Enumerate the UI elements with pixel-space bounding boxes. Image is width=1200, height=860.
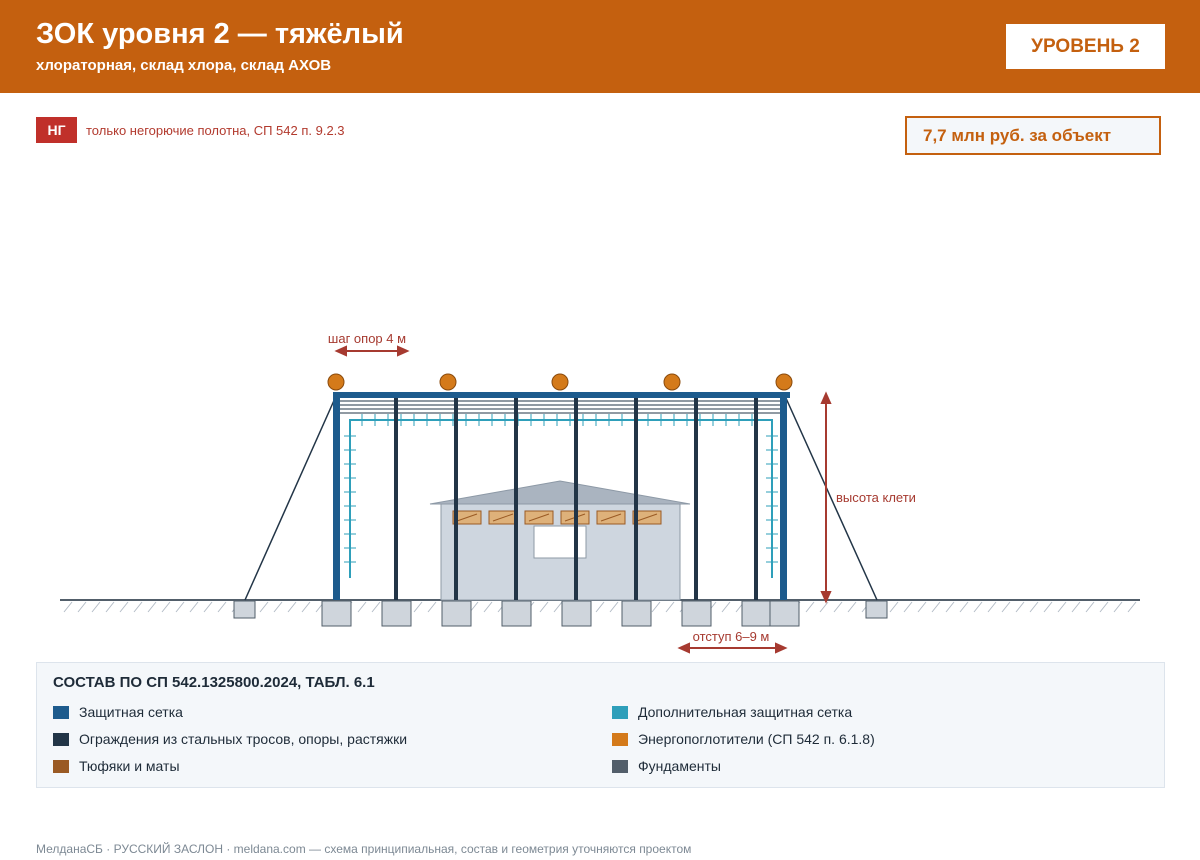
legend-item xyxy=(53,704,183,720)
pitch-label: шаг опор 4 м xyxy=(327,331,407,346)
footer-note: МелданаСБ · РУССКИЙ ЗАСЛОН · meldana.com — схема принципиальная, состав и геометрия уточняются проектом xyxy=(36,842,692,856)
hatch-mark xyxy=(1044,602,1052,612)
hatch-mark xyxy=(1114,602,1122,612)
hatch-mark xyxy=(1072,602,1080,612)
hatch-mark xyxy=(218,602,226,612)
legend-item xyxy=(53,731,407,747)
hatch-mark xyxy=(260,602,268,612)
hatch-mark xyxy=(540,602,548,612)
hatch-mark xyxy=(596,602,604,612)
hatch-mark xyxy=(204,602,212,612)
legend-label: Тюфяки и маты xyxy=(79,758,180,774)
foundation-block xyxy=(442,601,471,626)
hatch-mark xyxy=(1100,602,1108,612)
hatch-mark xyxy=(134,602,142,612)
hatch-mark xyxy=(92,602,100,612)
support-post xyxy=(394,392,398,600)
legend-label: Защитная сетка xyxy=(79,704,183,720)
hatch-mark xyxy=(176,602,184,612)
hatch-mark xyxy=(918,602,926,612)
support-post xyxy=(454,392,458,600)
composition-legend xyxy=(36,662,1165,788)
building-window xyxy=(534,526,586,558)
foundation-block xyxy=(322,601,351,626)
hatch-mark xyxy=(1086,602,1094,612)
offset-dimension xyxy=(683,629,782,648)
support-post xyxy=(574,392,578,600)
foundation-block xyxy=(682,601,711,626)
legend-label: Ограждения из стальных тросов, опоры, растяжки xyxy=(79,731,408,747)
legend-swatch xyxy=(53,706,69,719)
steel-ropes xyxy=(336,401,785,413)
legend-label: Энергопоглотители (СП 542 п. 6.1.8) xyxy=(638,731,875,747)
level-badge: УРОВЕНЬ 2 xyxy=(1006,24,1165,69)
page-title: ЗОК уровня 2 — тяжёлый xyxy=(36,18,404,50)
building-roof xyxy=(430,481,690,504)
legend-item xyxy=(53,758,180,774)
energy-absorber xyxy=(664,374,680,390)
hatch-mark xyxy=(652,602,660,612)
hatch-mark xyxy=(722,602,730,612)
hatch-mark xyxy=(414,602,422,612)
hatch-mark xyxy=(848,602,856,612)
legend-title: СОСТАВ ПО СП 542.1325800.2024, ТАБЛ. 6.1 xyxy=(53,674,375,691)
legend-label: Фундаменты xyxy=(638,758,721,774)
hatch-mark xyxy=(1058,602,1066,612)
hatch-mark xyxy=(904,602,912,612)
hatch-mark xyxy=(274,602,282,612)
hatch-mark xyxy=(64,602,72,612)
ng-badge: НГ xyxy=(36,117,77,143)
hatch-mark xyxy=(666,602,674,612)
legend-swatch xyxy=(53,733,69,746)
foundation-block xyxy=(562,601,591,626)
energy-absorber xyxy=(440,374,456,390)
foundation-block xyxy=(770,601,799,626)
foundations xyxy=(234,601,887,626)
hatch-mark xyxy=(288,602,296,612)
energy-absorber xyxy=(328,374,344,390)
hatch-mark xyxy=(806,602,814,612)
legend-swatch xyxy=(53,760,69,773)
hatch-mark xyxy=(946,602,954,612)
hatch-mark xyxy=(1016,602,1024,612)
legend-item xyxy=(612,731,875,747)
hatch-mark xyxy=(834,602,842,612)
hatch-mark xyxy=(428,602,436,612)
price-box: 7,7 млн руб. за объект xyxy=(905,116,1161,155)
page-subtitle: хлораторная, склад хлора, склад АХОВ xyxy=(36,57,332,74)
support-post xyxy=(634,392,638,600)
hatch-mark xyxy=(1030,602,1038,612)
protected-building xyxy=(430,481,690,600)
height-label: высота клети xyxy=(836,490,916,505)
hatch-mark xyxy=(358,602,366,612)
anchor-foundation xyxy=(866,601,887,618)
hatch-mark xyxy=(890,602,898,612)
hatch-mark xyxy=(988,602,996,612)
foundation-block xyxy=(742,601,771,626)
hatch-mark xyxy=(554,602,562,612)
guy-rope-left xyxy=(245,396,336,600)
hatch-mark xyxy=(106,602,114,612)
support-post xyxy=(694,392,698,600)
hatch-mark xyxy=(1002,602,1010,612)
hatch-mark xyxy=(162,602,170,612)
foundation-block xyxy=(382,601,411,626)
hatch-mark xyxy=(974,602,982,612)
height-dimension xyxy=(826,397,916,598)
hatch-mark xyxy=(820,602,828,612)
energy-absorbers xyxy=(328,374,792,390)
legend-swatch xyxy=(612,760,628,773)
support-post xyxy=(514,392,518,600)
foundation-block xyxy=(622,601,651,626)
legend-item xyxy=(612,704,852,720)
support-post xyxy=(754,392,758,600)
hatch-mark xyxy=(190,602,198,612)
legend-swatch xyxy=(612,706,628,719)
legend-label: Дополнительная защитная сетка xyxy=(638,704,853,720)
hatch-mark xyxy=(1128,602,1136,612)
offset-label: отступ 6–9 м xyxy=(692,629,770,644)
hatch-mark xyxy=(78,602,86,612)
notice-text: только негорючие полотна, СП 542 п. 9.2.3 xyxy=(86,122,345,138)
hatch-mark xyxy=(372,602,380,612)
energy-absorber xyxy=(776,374,792,390)
hatch-mark xyxy=(484,602,492,612)
hatch-mark xyxy=(960,602,968,612)
ground-hatching xyxy=(64,602,1136,612)
hatch-mark xyxy=(302,602,310,612)
hatch-mark xyxy=(932,602,940,612)
pitch-dimension xyxy=(328,331,406,351)
legend-swatch xyxy=(612,733,628,746)
hatch-mark xyxy=(120,602,128,612)
hatch-mark xyxy=(610,602,618,612)
hatch-mark xyxy=(148,602,156,612)
anchor-foundation xyxy=(234,601,255,618)
energy-absorber xyxy=(552,374,568,390)
legend-item xyxy=(612,758,721,774)
foundation-block xyxy=(502,601,531,626)
